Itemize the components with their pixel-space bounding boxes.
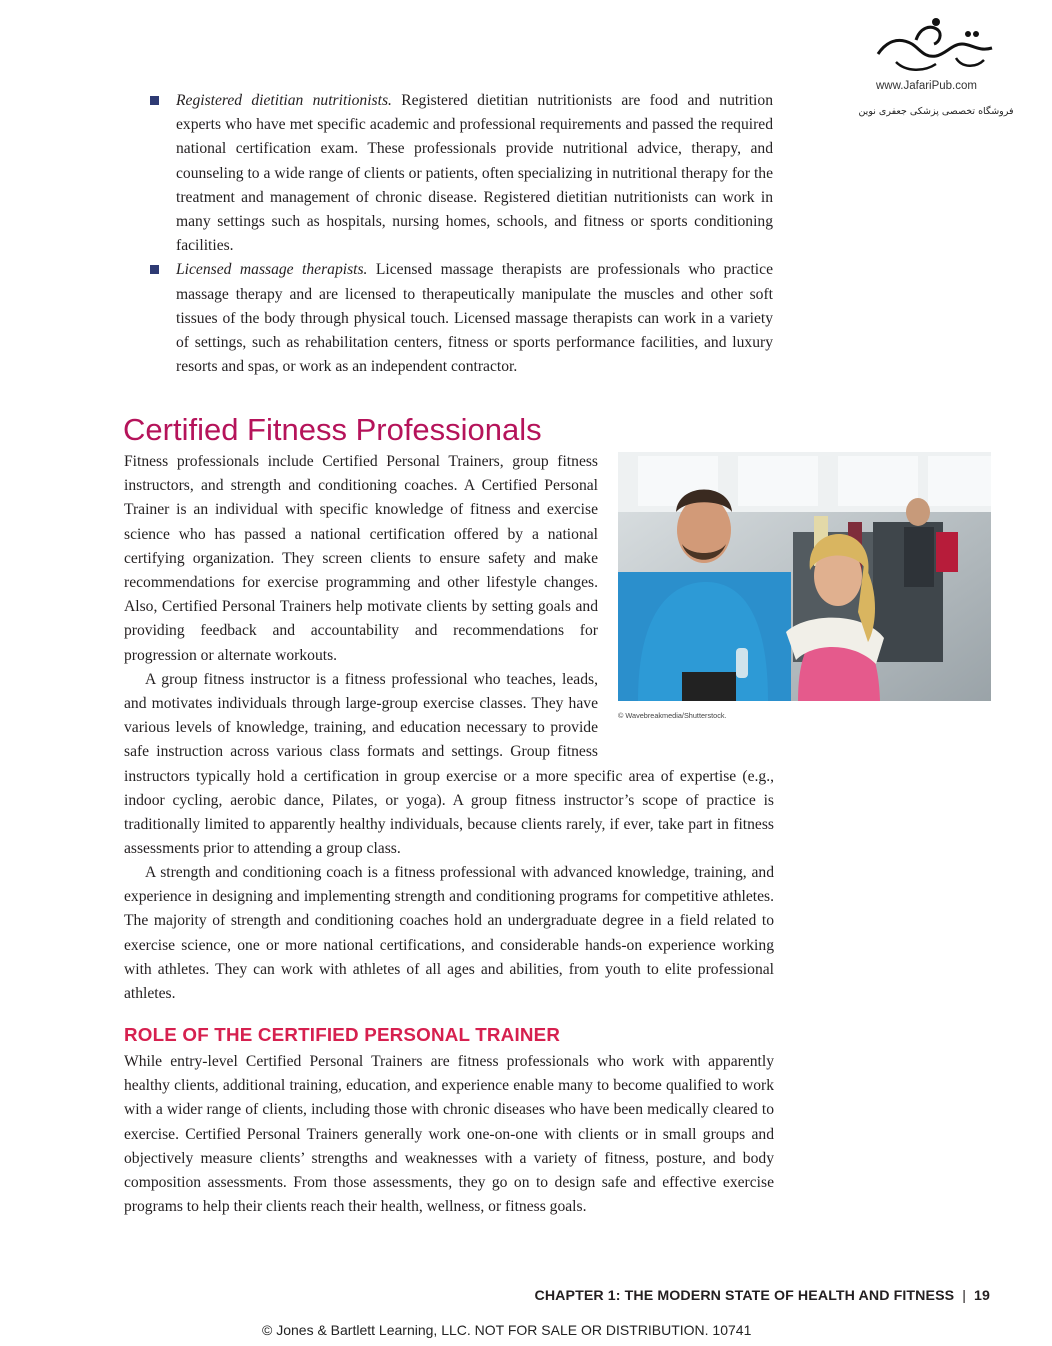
footer-separator: | (962, 1288, 967, 1304)
watermark-caption: فروشگاه تخصصی پزشکی جعفری نوین (858, 106, 1014, 117)
bullet-text: Licensed massage therapists are professionals who practice massage therapy and are licensed to therapeutically manipulate the muscles and other soft tissues of the body through physical touch. Licensed massage therapists can work in a variety of settings, such as rehabilitation centers, fitness or sports performance facilities, and luxury resorts and spas, or work as an independent contractor. (176, 261, 773, 376)
section-body (124, 450, 774, 861)
bullet-square-icon (150, 96, 159, 105)
paragraph: Fitness professionals include Certified Personal Trainers, group fitness instructors, and strength and conditioning coaches. A Certified Personal Trainer is an individual with specific knowledge of fitness and exercise science who has passed a national certification offered by a national certifying organization. They screen clients to ensure safety and make recommendations for exercise programming and other lifestyle changes. Also, Certified Personal Trainers help motivate clients by setting goals and providing feedback and accountability and recommendations for progression or alternate workouts. (124, 453, 598, 664)
watermark-url: www.JafariPub.com (876, 80, 977, 92)
professional-bullet-list (150, 89, 773, 379)
paragraph: While entry-level Certified Personal Trainers are fitness professionals who work with apparently healthy clients, additional training, education, and experience enable many to become qualified to work with a wider range of clients, including those with chronic diseases who have been medically cleared to exercise. Certified Personal Trainers generally work one-on-one with clients or in small groups and objectively measure clients’ strengths and weaknesses with a variety of fitness, posture, and body composition assessments. From those assessments, they go on to design safe and effective exercise programs to help their clients reach their health, wellness, or fitness goals. (124, 1053, 774, 1216)
bullet-square-icon (150, 265, 159, 274)
paragraph: A strength and conditioning coach is a fitness professional with advanced knowledge, training, and experience in designing and implementing strength and conditioning programs for competitive athletes. The majority of strength and conditioning coaches hold an undergraduate degree in a field related to exercise science, one or more national certifications, and considerable hands-on experience working with athletes. They can work with athletes of all ages and abilities, from youth to elite professional athletes. (124, 864, 774, 1003)
chapter-footer (534, 1288, 990, 1304)
bullet-dietitian (150, 89, 773, 258)
bullet-term: Registered dietitian nutritionists. (176, 92, 392, 109)
figure-credit: © Wavebreakmedia/Shutterstock. (618, 711, 727, 720)
publisher-watermark (858, 14, 1030, 117)
section-heading: Certified Fitness Professionals (123, 412, 542, 447)
bullet-term: Licensed massage therapists. (176, 261, 368, 279)
paragraph-text: A group fitness instructor is a fitness professional who teaches, leads, and motivates individuals through large-group exercise classes. They have various levels of knowledge, training, and education necessary to provide safe instruction across various class formats and settings. Group fitness instructors typically hold a certification in group exercise or a more specific area of expertise (e.g., indoor cycling, aerobic dance, Pilates, or yoga). A group fitness instructor’s scope of practice is traditionally limited to apparently healthy individuals, because clients rarely, if ever, take part in fitness assessments prior to attending a group class. (124, 670, 774, 858)
copyright-notice: © Jones & Bartlett Learning, LLC. NOT FOR SALE OR DISTRIBUTION. 10741 (262, 1322, 752, 1338)
jafaripub-logo-icon (872, 14, 1002, 78)
figure-wrap-spacer (598, 450, 774, 755)
bullet-text: Registered dietitian nutritionists are food and nutrition experts who have met specific academic and professional requirements and passed the required national certification exam. These professionals provide nutritional advice, therapy, and counseling to a wide range of clients or patients, often specializing in nutritional therapy for the treatment and management of chronic disease. Registered dietitian nutritionists can work in many settings such as hospitals, nursing homes, schools, and fitness or sports conditioning facilities. (176, 92, 773, 255)
page-number: 19 (974, 1288, 990, 1304)
chapter-title: CHAPTER 1: THE MODERN STATE OF HEALTH AND FITNESS (534, 1288, 955, 1304)
subsection-heading: ROLE OF THE CERTIFIED PERSONAL TRAINER (124, 1024, 561, 1045)
bullet-massage-therapist (150, 258, 773, 379)
